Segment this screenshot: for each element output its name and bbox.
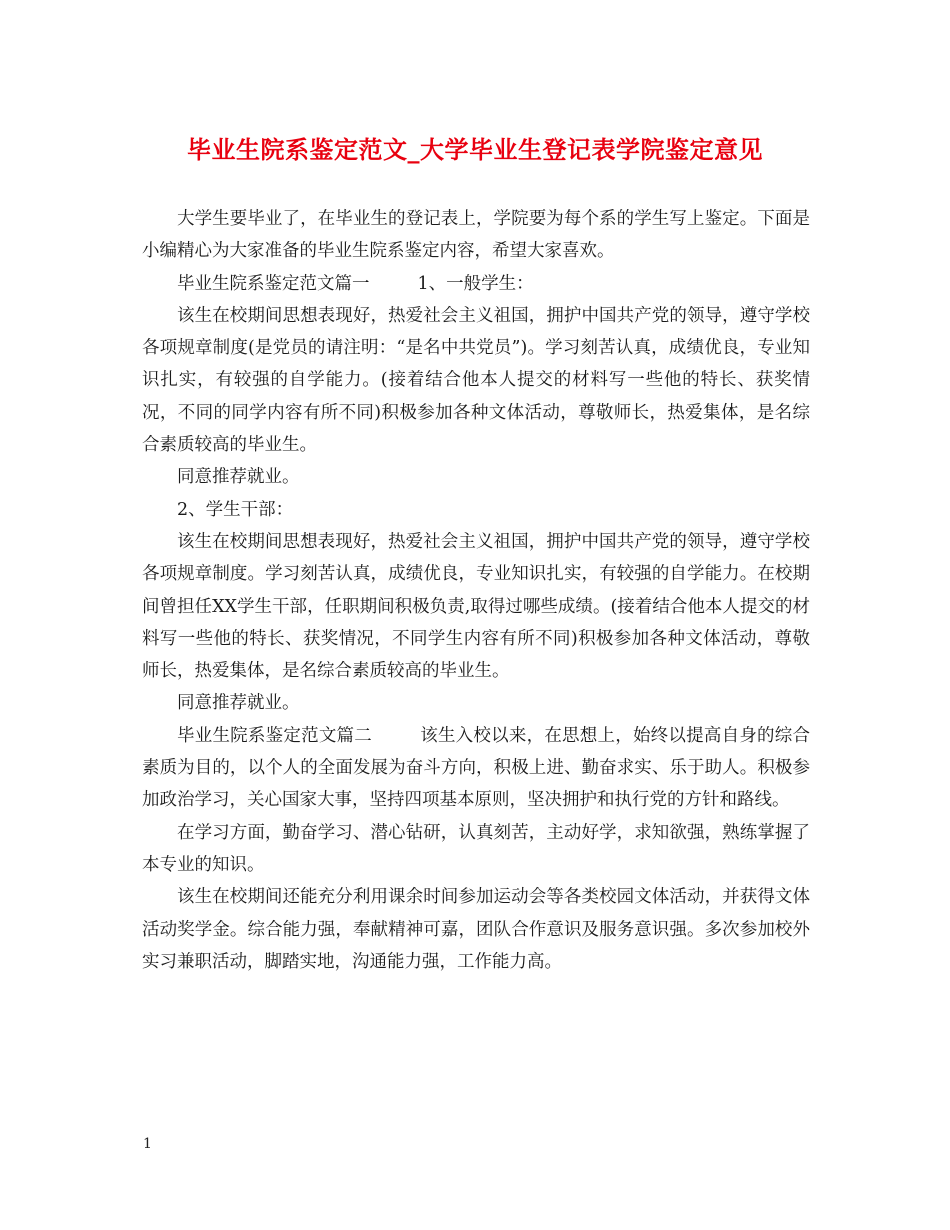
page-number: 1 xyxy=(143,1136,152,1152)
paragraph-section-two xyxy=(142,720,810,817)
section-one-title: 毕业生院系鉴定范文篇一 xyxy=(177,273,370,294)
section-two-title: 毕业生院系鉴定范文篇二 xyxy=(177,725,372,746)
section-one-subheading: 1、一般学生： xyxy=(417,273,534,294)
paragraph-student-cadre-heading: 2、学生干部： xyxy=(177,499,294,520)
paragraph-intro: 大学生要毕业了，在毕业生的登记表上，学院要为每个系的学生写上鉴定。下面是小编精心为大家准备的毕业生院系鉴定内容，希望大家喜欢。 xyxy=(142,209,810,262)
paragraph-general-student: 该生在校期间思想表现好，热爱社会主义祖国，拥护中国共产党的领导，遵守学校各项规章制度(是党员的请注明：“是名中共党员”)。学习刻苦认真，成绩优良，专业知识扎实，有较强的自学能力。(接着结合他本人提交的材料写一些他的特长、获奖情况，不同的同学内容有所不同)积极参加各种文体活动，尊敬师长，热爱集体，是名综合素质较高的毕业生。 xyxy=(142,305,810,456)
paragraph-recommend-2: 同意推荐就业。 xyxy=(177,693,300,714)
paragraph-activities: 该生在校期间还能充分利用课余时间参加运动会等各类校园文体活动，并获得文体活动奖学金。综合能力强，奉献精神可嘉，团队合作意识及服务意识强。多次参加校外实习兼职活动，脚踏实地，沟通能力强，工作能力高。 xyxy=(142,887,810,972)
paragraph-student-cadre: 该生在校期间思想表现好，热爱社会主义祖国，拥护中国共产党的领导，遵守学校各项规章制度。学习刻苦认真，成绩优良，专业知识扎实，有较强的自学能力。在校期间曾担任XX学生干部，任职期间积极负责,取得过哪些成绩。(接着结合他本人提交的材料写一些他的特长、获奖情况，不同学生内容有所不同)积极参加各种文体活动，尊敬师长，热爱集体，是名综合素质较高的毕业生。 xyxy=(142,531,810,682)
paragraph-study: 在学习方面，勤奋学习、潜心钻研，认真刻苦，主动好学，求知欲强，熟练掌握了本专业的知识。 xyxy=(142,822,810,875)
section-two-text: 该生入校以来，在思想上，始终以提高自身的综合素质为目的，以个人的全面发展为奋斗方向，积极上进、勤奋求实、乐于助人。积极参加政治学习，关心国家大事，坚持四项基本原则，坚决拥护和执行党的方针和路线。 xyxy=(142,725,810,811)
paragraph-recommend-1: 同意推荐就业。 xyxy=(177,467,300,488)
paragraph-section-one-heading xyxy=(142,268,810,300)
document-title: 毕业生院系鉴定范文_大学毕业生登记表学院鉴定意见 xyxy=(187,136,763,164)
document-body xyxy=(142,203,810,978)
